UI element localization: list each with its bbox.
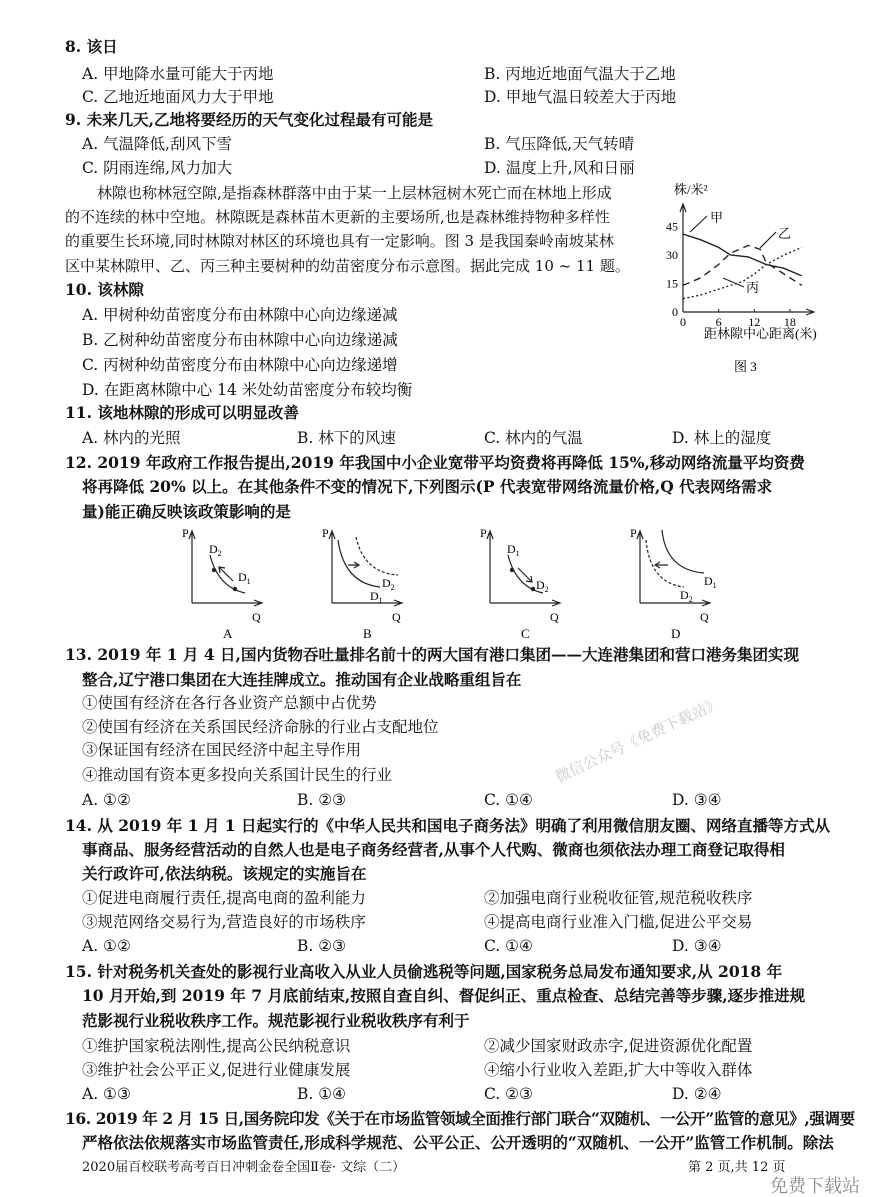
footer-page: 第 2 页,共 12 页 bbox=[688, 1160, 786, 1175]
curve-label bbox=[238, 570, 251, 586]
p-axis-label: P bbox=[630, 526, 637, 540]
q15-item: ②减少国家财政赤字,促进资源优化配置 bbox=[484, 1037, 753, 1055]
q15-item: ③维护社会公平正义,促进行业健康发展 bbox=[82, 1061, 351, 1079]
curve-label-sub: 1 bbox=[378, 596, 383, 605]
q9-option-c: C. 阴雨连绵,风力加大 bbox=[82, 159, 233, 177]
demand-curve-d2 bbox=[356, 537, 398, 575]
q11-option-d: D. 林上的湿度 bbox=[672, 429, 772, 447]
q12-stem: 将再降低 20% 以上。在其他条件不变的情况下,下列图示(P 代表宽带网络流量价格,Q 代表网络需求 bbox=[82, 477, 773, 496]
q14-item: ③规范网络交易行为,营造良好的市场秩序 bbox=[82, 913, 366, 931]
demand-graph-A bbox=[180, 525, 290, 640]
arrow-icon bbox=[690, 216, 707, 232]
series-line-2 bbox=[683, 247, 802, 298]
q14-item: ①促进电商履行责任,提高电商的盈利能力 bbox=[82, 889, 366, 907]
curve-label-letter: D bbox=[370, 589, 379, 603]
q15-option-d: D. ②④ bbox=[672, 1085, 722, 1103]
point bbox=[212, 568, 216, 572]
watermark: 微信公众号《免费下载站》 bbox=[552, 693, 724, 787]
series-label: 甲 bbox=[710, 210, 724, 225]
q9-option-b: B. 气压降低,天气转晴 bbox=[484, 135, 635, 153]
p-axis-label: P bbox=[322, 526, 329, 540]
passage-line: 的重要生长环境,同时林隙对林区的环境也具有一定影响。图 3 是我国秦岭南坡某林 bbox=[65, 232, 614, 250]
q15-item: ④缩小行业收入差距,扩大中等收入群体 bbox=[484, 1061, 753, 1079]
curve-label bbox=[507, 542, 520, 558]
fig3-caption: 图 3 bbox=[734, 359, 757, 374]
q8-option-a: A. 甲地降水量可能大于丙地 bbox=[82, 65, 274, 83]
q10-option-b: B. 乙树种幼苗密度分布由林隙中心向边缘递减 bbox=[82, 331, 398, 349]
curve-label-sub: 2 bbox=[688, 595, 693, 604]
curve-label-letter: D bbox=[238, 570, 247, 584]
q11-option-a: A. 林内的光照 bbox=[82, 429, 181, 447]
fig3-ylabel: 株/米² bbox=[674, 182, 708, 197]
axes bbox=[189, 531, 262, 606]
q11-option-c: C. 林内的气温 bbox=[484, 429, 583, 447]
curve-label-sub: 1 bbox=[246, 577, 251, 586]
graph-label: D bbox=[671, 626, 681, 640]
q14-option-b: B. ②③ bbox=[297, 937, 347, 955]
demand-graph-B bbox=[320, 525, 430, 640]
q9-stem: 9. 未来几天,乙地将要经历的天气变化过程最有可能是 bbox=[65, 110, 433, 129]
series-label: 乙 bbox=[778, 226, 792, 241]
demand-graph-C bbox=[478, 525, 588, 640]
q8-option-b: B. 丙地近地面气温大于乙地 bbox=[484, 65, 676, 83]
y-tick-label: 30 bbox=[666, 248, 678, 262]
curve-label-sub: 2 bbox=[217, 549, 222, 558]
curve-label-letter: D bbox=[536, 578, 545, 592]
curve-label bbox=[680, 588, 693, 604]
q16-stem: 严格依法依规落实市场监管责任,形成科学规范、公平公正、公开透明的“双随机、一公开”监管工作机制。除法 bbox=[82, 1133, 834, 1152]
passage-line: 的不连续的林中空地。林隙既是森林苗木更新的主要场所,也是森林维持物种多样性 bbox=[65, 208, 610, 226]
q9-option-a: A. 气温降低,刮风下雪 bbox=[82, 135, 232, 153]
q14-item: ④提高电商行业准入门槛,促进公平交易 bbox=[484, 913, 753, 931]
q8-stem: 8. 该日 bbox=[65, 37, 118, 56]
curve-label-sub: 2 bbox=[390, 583, 395, 592]
q11-option-b: B. 林下的风速 bbox=[297, 429, 396, 447]
q13-item: ④推动国有资本更多投向关系国计民生的行业 bbox=[82, 766, 393, 784]
y-tick-label: 15 bbox=[666, 276, 678, 291]
q11-stem: 11. 该地林隙的形成可以明显改善 bbox=[65, 403, 299, 422]
demand-curve-d1 bbox=[662, 530, 704, 573]
point bbox=[233, 587, 237, 591]
passage-line: 区中某林隙甲、乙、丙三种主要树种的幼苗密度分布示意图。据此完成 10 ~ 11 题。 bbox=[65, 257, 630, 275]
curve-label-letter: D bbox=[382, 576, 391, 590]
fig3-xlabel: 距林隙中心距离(米) bbox=[704, 326, 817, 341]
q15-option-a: A. ①③ bbox=[82, 1085, 131, 1103]
q15-stem: 10 月开始,到 2019 年 7 月底前结束,按照自查自纠、督促纠正、重点检查、总结完善等步骤,逐步推进规 bbox=[82, 986, 806, 1005]
q16-stem: 16. 2019 年 2 月 15 日,国务院印发《关于在市场监管领域全面推行部门联合“双随机、一公开”监管的意见》,强调要 bbox=[65, 1109, 855, 1128]
curve-label bbox=[382, 576, 395, 592]
q13-option-a: A. ①② bbox=[82, 791, 131, 809]
x-tick-label: 12 bbox=[748, 315, 761, 329]
q15-option-b: B. ①④ bbox=[297, 1085, 347, 1103]
q13-item: ①使国有经济在各行各业资产总额中占优势 bbox=[82, 694, 377, 712]
curve-label bbox=[704, 574, 717, 590]
q14-stem: 事商品、服务经营活动的自然人也是电子商务经营者,从事个人代购、微商也须依法办理工商登记取得相 bbox=[82, 840, 785, 859]
q10-option-d: D. 在距离林隙中心 14 米处幼苗密度分布较均衡 bbox=[82, 381, 413, 399]
q-axis-label: Q bbox=[700, 610, 709, 624]
q14-option-d: D. ③④ bbox=[672, 937, 722, 955]
q14-option-c: C. ①④ bbox=[484, 937, 533, 955]
q15-stem: 15. 针对税务机关查处的影视行业高收入从业人员偷逃税等问题,国家税务总局发布通知要求,从 2018 年 bbox=[65, 962, 783, 981]
q13-option-c: C. ①④ bbox=[484, 791, 533, 809]
curve-label-letter: D bbox=[507, 542, 516, 556]
demand-graph-D bbox=[628, 525, 738, 640]
graph-label: A bbox=[223, 626, 233, 640]
x-tick-label: 18 bbox=[783, 315, 796, 329]
curve-label bbox=[536, 578, 549, 594]
series-label: 丙 bbox=[746, 280, 760, 295]
curve-label-letter: D bbox=[209, 542, 218, 556]
q13-stem: 整合,辽宁港口集团在大连挂牌成立。推动国有企业战略重组旨在 bbox=[82, 670, 522, 689]
graph-label: C bbox=[521, 626, 530, 640]
curve-label-sub: 1 bbox=[515, 549, 520, 558]
graph-label: B bbox=[363, 626, 372, 640]
curve-label bbox=[370, 589, 383, 605]
arrow-icon bbox=[348, 562, 359, 568]
y-tick-label: 0 bbox=[672, 305, 678, 319]
q15-item: ①维护国家税法刚性,提高公民纳税意识 bbox=[82, 1037, 351, 1055]
footer-title: 2020届百校联考高考百日冲刺金卷全国Ⅱ卷· 文综（二） bbox=[82, 1160, 406, 1175]
passage-line: 林隙也称林冠空隙,是指森林群落中由于某一上层林冠树木死亡而在林地上形成 bbox=[97, 184, 612, 202]
x-tick-label: 0 bbox=[680, 315, 686, 329]
curve-label-letter: D bbox=[680, 588, 689, 602]
q12-stem: 12. 2019 年政府工作报告提出,2019 年我国中小企业宽带平均资费将再降低 15%,移动网络流量平均资费 bbox=[65, 453, 805, 472]
curve-label bbox=[209, 542, 222, 558]
q9-option-d: D. 温度上升,风和日丽 bbox=[484, 159, 635, 177]
q8-option-d: D. 甲地气温日较差大于丙地 bbox=[484, 88, 677, 106]
axes bbox=[487, 531, 560, 606]
q13-option-b: B. ②③ bbox=[297, 791, 347, 809]
q14-stem: 关行政许可,依法纳税。该规定的实施旨在 bbox=[82, 864, 367, 883]
q8-option-c: C. 乙地近地面风力大于甲地 bbox=[82, 88, 274, 106]
p-axis-label: P bbox=[182, 526, 189, 540]
point bbox=[510, 568, 514, 572]
x-tick-label: 6 bbox=[715, 315, 722, 329]
q-axis-label: Q bbox=[550, 610, 559, 624]
y-axis bbox=[680, 204, 686, 312]
q15-option-c: C. ②③ bbox=[484, 1085, 533, 1103]
q10-option-a: A. 甲树种幼苗密度分布由林隙中心向边缘递减 bbox=[82, 306, 398, 324]
q13-option-d: D. ③④ bbox=[672, 791, 722, 809]
q10-stem: 10. 该林隙 bbox=[65, 280, 144, 299]
q12-stem: 量)能正确反映该政策影响的是 bbox=[82, 502, 291, 521]
q-axis-label: Q bbox=[252, 610, 261, 624]
q14-stem: 14. 从 2019 年 1 月 1 日起实行的《中华人民共和国电子商务法》明确了利用微信朋友圈、网络直播等方式从 bbox=[65, 816, 830, 835]
arrow-icon bbox=[760, 232, 776, 248]
q15-stem: 范影视行业税收秩序工作。规范影视行业税收秩序有利于 bbox=[82, 1011, 470, 1030]
p-axis-label: P bbox=[480, 526, 487, 540]
q14-item: ②加强电商行业税收征管,规范税收秩序 bbox=[484, 889, 753, 907]
curve-label-letter: D bbox=[704, 574, 713, 588]
q14-option-a: A. ①② bbox=[82, 937, 131, 955]
axes bbox=[329, 531, 402, 606]
curve-label-sub: 2 bbox=[544, 585, 549, 594]
arrow-icon bbox=[655, 562, 668, 568]
q13-item: ③保证国有经济在国民经济中起主导作用 bbox=[82, 741, 362, 759]
q13-stem: 13. 2019 年 1 月 4 日,国内货物吞吐量排名前十的两大国有港口集团——大连港集团和营口港务集团实现 bbox=[65, 645, 799, 664]
q13-item: ②使国有经济在关系国民经济命脉的行业占支配地位 bbox=[82, 718, 439, 736]
q10-option-c: C. 丙树种幼苗密度分布由林隙中心向边缘递增 bbox=[82, 356, 398, 374]
q-axis-label: Q bbox=[392, 610, 401, 624]
curve-label-sub: 1 bbox=[712, 581, 717, 590]
site-logo: 免费下载站 bbox=[770, 1176, 860, 1197]
axes bbox=[637, 531, 710, 606]
y-tick-label: 45 bbox=[666, 219, 678, 234]
series-line-1 bbox=[683, 246, 802, 286]
point bbox=[531, 587, 535, 591]
figure-3-chart bbox=[660, 180, 840, 380]
